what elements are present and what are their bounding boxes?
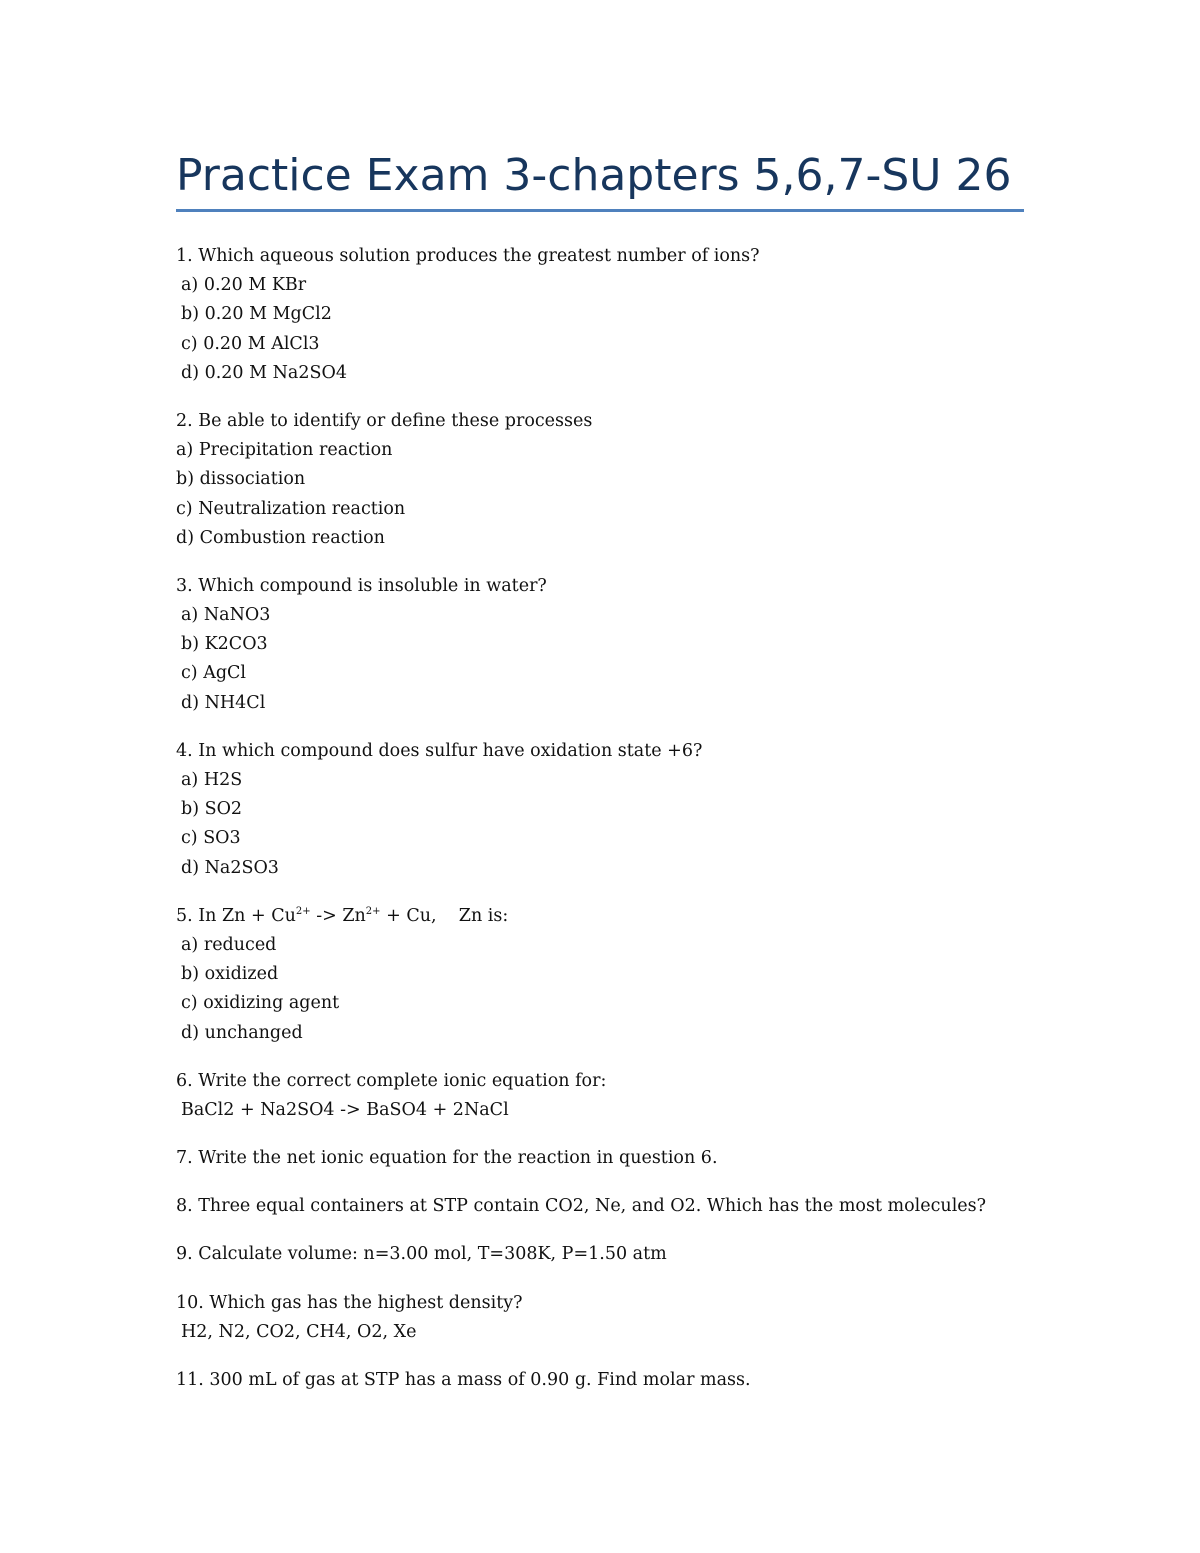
question-4-text: 4. In which compound does sulfur have oxidation state +6?	[176, 740, 703, 761]
question-4-option-a: a) H2S	[181, 770, 243, 790]
question-1-option-b: b) 0.20 M MgCl2	[181, 304, 332, 325]
question-3-option-a: a) NaNO3	[181, 605, 271, 626]
question-9	[176, 1240, 1026, 1269]
question-8	[176, 1192, 1026, 1221]
question-3-text: 3. Which compound is insoluble in water?	[176, 575, 547, 596]
question-1	[176, 242, 1026, 388]
question-5-option-d: d) unchanged	[181, 1022, 303, 1043]
question-4	[176, 737, 1026, 883]
exam-questions	[176, 242, 1026, 1414]
question-2-option-a: a) Precipitation reaction	[176, 440, 393, 461]
question-5-text-part-3: + Cu, Zn is:	[380, 905, 509, 926]
charge-superscript: 2+	[295, 905, 311, 917]
question-2	[176, 407, 1026, 553]
question-3-option-c: c) AgCl	[181, 663, 247, 684]
question-5-option-a: a) reduced	[181, 934, 277, 955]
question-1-option-c: c) 0.20 M AlCl3	[181, 333, 320, 354]
question-2-text: 2. Be able to identify or define these processes	[176, 410, 593, 431]
question-5-text	[176, 902, 1026, 931]
title-underline	[176, 209, 1024, 212]
question-2-option-b: b) dissociation	[176, 469, 306, 490]
question-1-text: 1. Which aqueous solution produces the greatest number of ions?	[176, 246, 760, 266]
question-1-option-a: a) 0.20 M KBr	[181, 275, 307, 296]
question-7-text: 7. Write the net ionic equation for the reaction in question 6.	[176, 1148, 718, 1169]
question-11-text: 11. 300 mL of gas at STP has a mass of 0.90 g. Find molar mass.	[176, 1370, 751, 1390]
question-1-option-d: d) 0.20 M Na2SO4	[181, 362, 347, 383]
question-11	[176, 1366, 1026, 1395]
charge-superscript: 2+	[365, 905, 381, 917]
question-10	[176, 1289, 1026, 1347]
question-4-option-b: b) SO2	[181, 799, 243, 820]
page-title: Practice Exam 3-chapters 5,6,7-SU 26	[176, 150, 1012, 201]
question-3	[176, 572, 1026, 718]
question-2-option-c: c) Neutralization reaction	[176, 498, 406, 519]
question-7	[176, 1144, 1026, 1173]
question-3-option-d: d) NH4Cl	[181, 692, 266, 713]
question-5-text-part-2: -> Zn	[310, 905, 366, 926]
question-8-text: 8. Three equal containers at STP contain CO2, Ne, and O2. Which has the most molecules?	[176, 1196, 987, 1217]
question-4-option-d: d) Na2SO3	[181, 857, 279, 878]
question-4-option-c: c) SO3	[181, 828, 241, 849]
question-6	[176, 1067, 1026, 1125]
question-2-option-d: d) Combustion reaction	[176, 527, 385, 548]
question-5-text-part-1: 5. In Zn + Cu	[176, 905, 296, 926]
question-5-option-b: b) oxidized	[181, 964, 279, 985]
question-9-text: 9. Calculate volume: n=3.00 mol, T=308K, P=1.50 atm	[176, 1244, 667, 1265]
question-10-gas-list: H2, N2, CO2, CH4, O2, Xe	[181, 1321, 417, 1342]
question-6-text: 6. Write the correct complete ionic equation for:	[176, 1070, 607, 1091]
question-5	[176, 902, 1026, 1048]
question-10-text: 10. Which gas has the highest density?	[176, 1292, 523, 1313]
question-3-option-b: b) K2CO3	[181, 634, 268, 655]
question-5-option-c: c) oxidizing agent	[181, 993, 340, 1014]
question-6-equation: BaCl2 + Na2SO4 -> BaSO4 + 2NaCl	[181, 1099, 509, 1120]
